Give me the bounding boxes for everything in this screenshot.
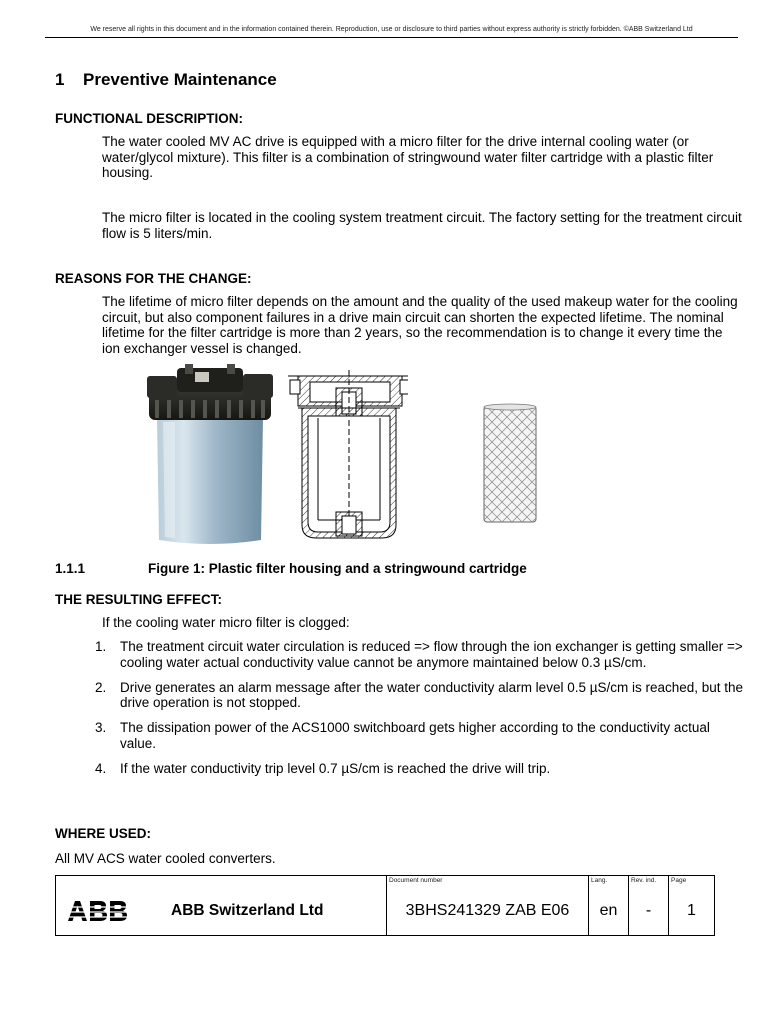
document-number-cell xyxy=(386,876,588,935)
filter-housing-photo xyxy=(145,362,275,546)
list-item-number: 2. xyxy=(95,679,107,695)
abb-logo xyxy=(68,900,130,922)
figure-caption xyxy=(55,561,527,576)
list-item-text: The dissipation power of the ACS1000 switchboard gets higher according to the conductivity actual value. xyxy=(120,720,710,751)
list-item xyxy=(95,680,745,712)
language-label: Lang. xyxy=(591,877,608,884)
revision-label: Rev. ind. xyxy=(631,877,657,884)
caption-text: Figure 1: Plastic filter housing and a stringwound cartridge xyxy=(148,561,527,576)
revision-cell xyxy=(628,876,668,935)
language-value: en xyxy=(599,902,618,919)
stringwound-cartridge-image xyxy=(482,402,538,526)
list-item xyxy=(95,761,745,777)
functional-description-heading: FUNCTIONAL DESCRIPTION: xyxy=(55,111,243,126)
list-item xyxy=(95,639,745,671)
language-cell xyxy=(588,876,628,935)
reasons-heading: REASONS FOR THE CHANGE: xyxy=(55,271,252,286)
list-item-number: 4. xyxy=(95,760,107,776)
list-item xyxy=(95,720,745,752)
company-name: ABB Switzerland Ltd xyxy=(171,902,324,919)
revision-value: - xyxy=(645,902,652,919)
resulting-effect-intro: If the cooling water micro filter is clogged: xyxy=(102,615,350,630)
reasons-paragraph: The lifetime of micro filter depends on the amount and the quality of the used makeup water for the cooling circuit, but also component failures in a drive main circuit can shorten the expected lifetime. The nominal lifetime for the filter cartridge is more than 2 years, so the recommendation is to change it every time the ion exchanger vessel is changed. xyxy=(102,294,738,356)
header-rule xyxy=(45,37,738,38)
document-footer-block xyxy=(55,875,715,936)
where-used-text: All MV ACS water cooled converters. xyxy=(55,851,276,866)
list-item-number: 1. xyxy=(95,639,107,654)
copyright-disclaimer: We reserve all rights in this document and in the information contained therein. Reproduction, use or disclosure to third parties without express authority is strictly forbidden. ©ABB Switzerland Ltd xyxy=(90,26,693,33)
effects-list xyxy=(95,639,745,786)
list-item-text: Drive generates an alarm message after the water conductivity alarm level 0.5 µS/cm is reached, but the drive operation is not stopped. xyxy=(120,679,744,711)
list-item-text: The treatment circuit water circulation is reduced => flow through the ion exchanger is getting smaller => cooling water actual conductivity value cannot be anymore maintained below 0.3 µS/cm. xyxy=(120,639,743,670)
page-label: Page xyxy=(671,877,687,884)
functional-description-paragraph-1: The water cooled MV AC drive is equipped with a micro filter for the drive internal cooling water (or water/glycol mixture). This filter is a combination of stringwound water filter cartridge with a plastic filter housing. xyxy=(102,134,714,180)
functional-description-paragraph-2: The micro filter is located in the cooling system treatment circuit. The factory setting for the treatment circuit flow is 5 liters/min. xyxy=(102,210,742,241)
where-used-heading: WHERE USED: xyxy=(55,826,152,841)
page-value: 1 xyxy=(687,902,696,919)
section-number: 1 xyxy=(55,70,65,89)
page-cell xyxy=(668,876,714,935)
resulting-effect-heading: THE RESULTING EFFECT: xyxy=(55,592,222,607)
list-item-number: 3. xyxy=(95,720,107,736)
document-number-value: 3BHS241329 ZAB E06 xyxy=(405,902,570,919)
section-title-text: Preventive Maintenance xyxy=(83,70,277,89)
document-number-label: Document number xyxy=(389,877,443,884)
list-item-text: If the water conductivity trip level 0.7 µS/cm is reached the drive will trip. xyxy=(120,760,551,776)
section-title xyxy=(55,70,277,90)
filter-cross-section-drawing xyxy=(288,360,408,544)
caption-number: 1.1.1 xyxy=(55,561,86,576)
